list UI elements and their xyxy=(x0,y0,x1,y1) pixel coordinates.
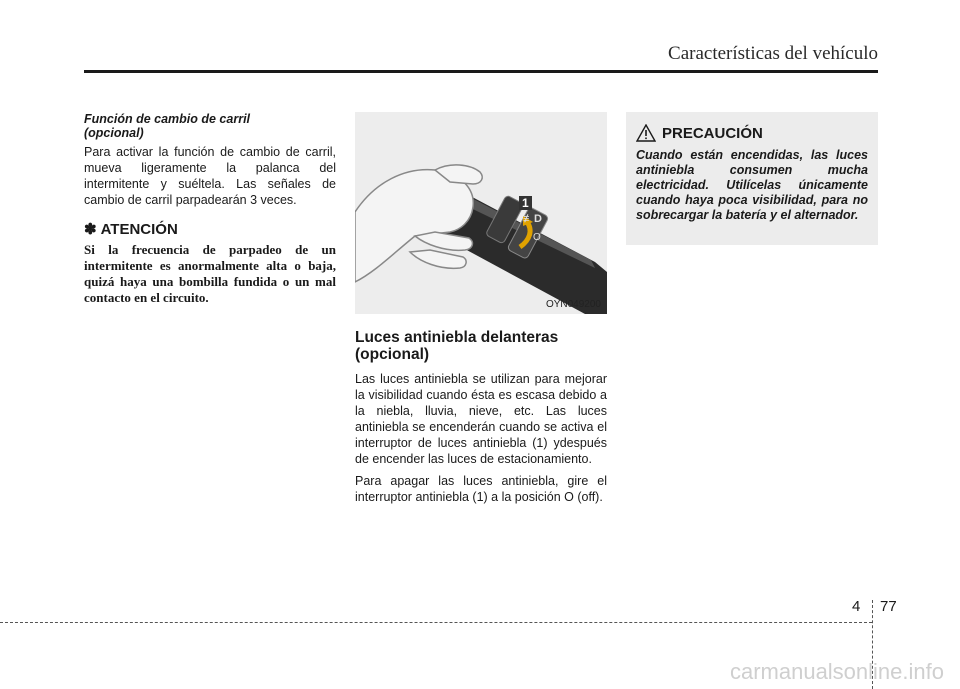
lane-change-subheading-text: (opcional) xyxy=(84,126,144,140)
caution-text: Cuando están encendidas, las luces antiniebla consumen mucha electricidad. Utilícelas únicamente cuando haya poca visibilidad, para no sobrecargar la batería y el alternador. xyxy=(636,148,868,222)
hand-on-lever-illustration xyxy=(355,112,607,314)
svg-text:≢D: ≢D xyxy=(523,213,542,225)
section-title: Características del vehículo xyxy=(668,43,878,64)
fog-switch-figure xyxy=(355,112,607,314)
lane-change-heading-text: Función de cambio de carril xyxy=(84,112,251,126)
chapter-number: 4 xyxy=(852,598,861,615)
caution-box xyxy=(626,112,878,245)
header-rule xyxy=(84,70,878,73)
figure-code: OYN049200 xyxy=(545,299,601,310)
page-number: 77 xyxy=(880,598,897,615)
footer-dashed-rule xyxy=(0,622,872,623)
attention-symbol-icon: ✽ xyxy=(84,221,97,238)
column-right xyxy=(626,112,878,245)
attention-title: ATENCIÓN xyxy=(100,220,178,238)
fog-heading-line1: Luces antiniebla delanteras xyxy=(355,329,559,346)
fog-lights-heading xyxy=(355,329,607,363)
attention-text: Si la frecuencia de parpadeo de un intermitente es anormalmente alta o baja, quizá haya una bombilla fundida o un mal contacto en el circuito. xyxy=(84,242,336,305)
warning-triangle-icon xyxy=(636,124,656,142)
fog-paragraph-1: Las luces antiniebla se utilizan para mejorar la visibilidad cuando ésta es escasa debido a la niebla, lluvia, nieve, etc. Las luces antiniebla se encenderán cuando se activa el interruptor de luces antiniebla (1) ydespués de encender las luces de estacionamiento. xyxy=(355,372,607,466)
watermark: carmanualsonline.info xyxy=(729,659,944,684)
lane-change-text: Para activar la función de cambio de carril, mueva ligeramente la palanca del intermitente y suéltela. Las señales de cambio de carril parpadearán 3 veces. xyxy=(84,145,336,207)
fog-heading-line2: (opcional) xyxy=(355,346,430,363)
lane-change-heading xyxy=(84,112,336,140)
caution-heading xyxy=(636,124,868,142)
figure-callout-1: 1 xyxy=(519,196,532,210)
column-middle xyxy=(355,112,607,511)
fog-paragraph-2: Para apagar las luces antiniebla, gire el interruptor antiniebla (1) a la posición O (off). xyxy=(355,474,607,504)
attention-heading xyxy=(84,220,336,238)
column-left xyxy=(84,112,336,306)
caution-title: PRECAUCIÓN xyxy=(662,124,763,142)
svg-text:O: O xyxy=(533,232,541,243)
